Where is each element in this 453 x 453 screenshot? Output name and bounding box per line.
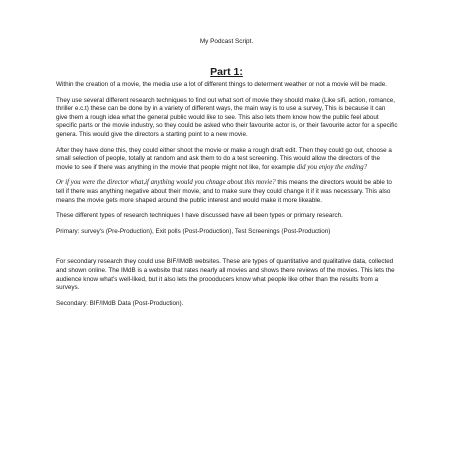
paragraph-director-question	[56, 179, 398, 205]
paragraph-primary-summary: These different types of research techniques I have discussed have all been types or primary research.	[56, 212, 343, 220]
paragraph-intro: Within the creation of a movie, the media use a lot of different things to determent weather or not a movie will be made.	[56, 81, 387, 88]
paragraph-test-screening-text: After they have done this, they could either shoot the movie or make a rough draft edit. Then they could go out, choose a small selection of people, totally at random and ask them to do a test screening. This would allow the directors of the movie to see if there was anything in the movie that people might not like, for example	[56, 146, 392, 171]
paragraph-director-text: this means the directors would be able to tell if there was anything negative about their movie, and to make sure they could change it if it was necessary. This also means the movie gets more shaped around the public interest and would make it more likeable.	[56, 179, 392, 204]
example-question-ending: did you enjoy the ending?	[296, 163, 368, 171]
paragraph-secondary-list: Secondary: BIF/IMdB Data (Post-Production).	[56, 299, 184, 307]
document-title: My Podcast Script.	[199, 38, 254, 45]
paragraph-test-screening	[56, 147, 398, 173]
paragraph-primary-list: Primary: survey's (Pre-Production), Exit polls (Post-Production), Test Screenings (Post-Production)	[56, 227, 331, 235]
paragraph-research-techniques: They use several different research techniques to find out what sort of movie they should make (Like sifi, action, romance, thriller e.c.t) these can be done by in a variety of different ways, the main way is to use a survey, This is because it can give them a rough idea what the general public would like to see. This also lets them know how the public feel about specific parts or the movie industry, so they could be asked who their favourite actor is, or their favourite actor for a specific genera. This would give the directors a starting point to a new movie.	[56, 96, 398, 138]
part-heading: Part 1:	[210, 66, 243, 78]
paragraph-secondary-research: For secondary research they could use BIF/IMdB websites. These are types of quantitative and qualitative data, collected and shown online. The IMdB is a website that rates nearly all movies and shows there reviews of the movies. This lets the audience know what's well-liked, but it also lets the proooducers know what people like other than the results from a surveys.	[56, 258, 395, 292]
document-body	[56, 81, 398, 315]
example-question-director: Or if you were the director what,if anything would you chnage about this movie?	[56, 179, 276, 187]
